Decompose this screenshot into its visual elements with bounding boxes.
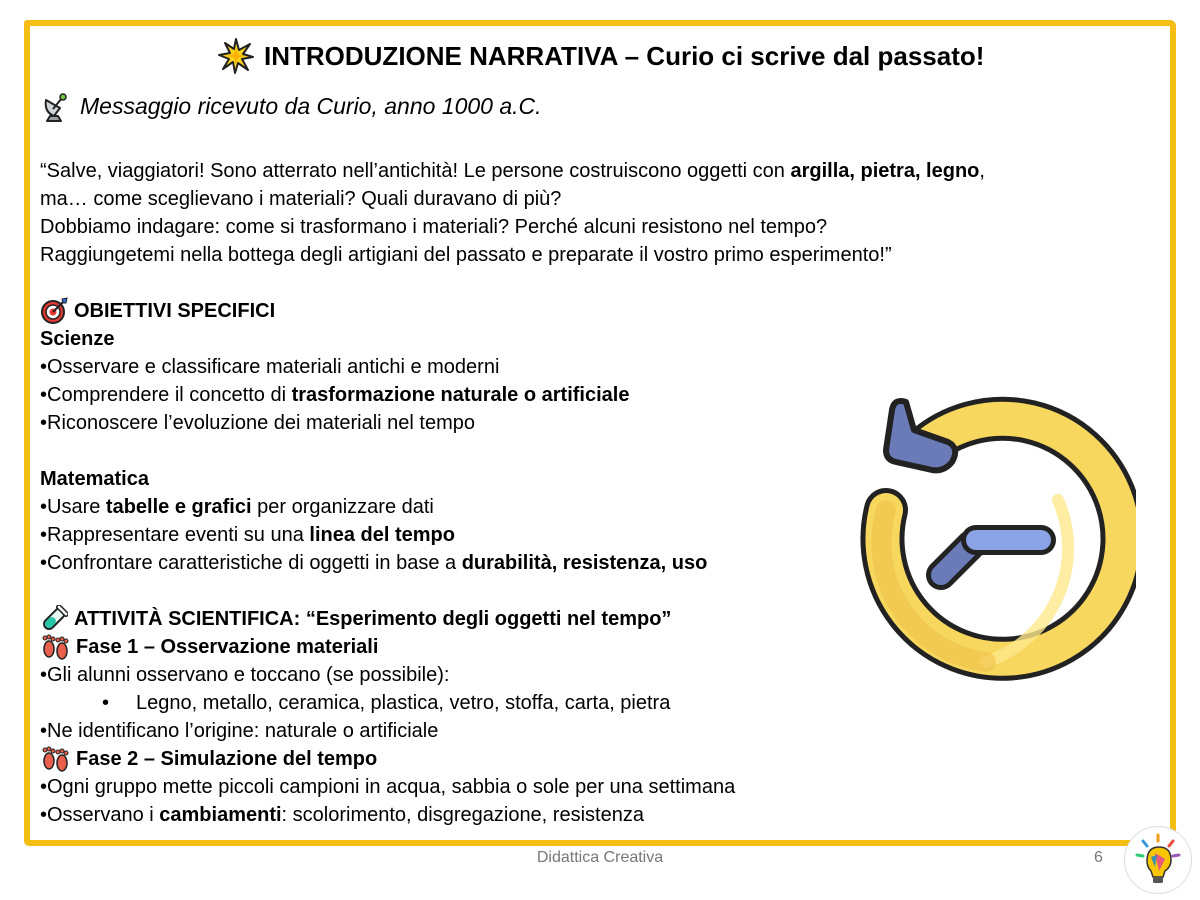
clock-history-icon (836, 390, 1136, 690)
objectives-heading-row (40, 297, 985, 325)
lightbulb-logo (1124, 826, 1192, 894)
materials-text: Legno, metallo, ceramica, plastica, vetro, stoffa, carta, pietra (136, 692, 671, 714)
math-item-1-end: per organizzare dati (251, 496, 434, 518)
science-item-2-bold: trasformazione naturale o artificiale (291, 384, 630, 406)
activity-heading: ATTIVITÀ SCIENTIFICA: “Esperimento degli oggetti nel tempo” (74, 608, 672, 630)
math-item-3-bold: durabilità, resistenza, uso (461, 552, 708, 574)
math-item-3-text: •Confrontare caratteristiche di oggetti in base a (40, 552, 462, 574)
intro-line-1-end: , (979, 160, 985, 182)
intro-line-3: Dobbiamo indagare: come si trasformano i materiali? Perché alcuni resistono nel tempo? (40, 216, 828, 238)
math-item-2-text: •Rappresentare eventi su una (40, 524, 310, 546)
math-item-2-bold: linea del tempo (309, 524, 455, 546)
phase-2-item-1: •Ogni gruppo mette piccoli campioni in acqua, sabbia o sole per una settimana (40, 776, 736, 798)
satellite-dish-icon (40, 90, 72, 122)
intro-line-1-text: “Salve, viaggiatori! Sono atterrato nell’antichità! Le persone costruiscono oggetti con (40, 160, 791, 182)
footprints-icon (40, 634, 70, 660)
intro-line-1 (40, 157, 985, 185)
footer-brand: Didattica Creativa (536, 849, 664, 866)
page-number: 6 (1094, 849, 1103, 866)
slide-title-row (218, 38, 984, 74)
phase-2-item-2 (40, 801, 985, 829)
science-item-2-text: •Comprendere il concetto di (40, 384, 292, 406)
phase-2-item-2-bold: cambiamenti (159, 804, 282, 826)
phase-1-item-1: •Gli alunni osservano e toccano (se possibile): (40, 664, 450, 686)
objectives-heading: OBIETTIVI SPECIFICI (74, 300, 276, 322)
phase-2-heading-row (40, 745, 985, 773)
footprints-icon (40, 746, 70, 772)
phase-2-heading: Fase 2 – Simulazione del tempo (76, 748, 378, 770)
phase-1-heading: Fase 1 – Osservazione materiali (76, 636, 379, 658)
materials-bullet: • (102, 692, 110, 714)
math-item-1-bold: tabelle e grafici (105, 496, 252, 518)
math-heading: Matematica (40, 468, 149, 490)
sparkle-icon (218, 38, 254, 74)
phase-1-item-2: •Ne identificano l’origine: naturale o artificiale (40, 720, 439, 742)
intro-line-2: ma… come sceglievano i materiali? Quali duravano di più? (40, 188, 562, 210)
science-heading: Scienze (40, 328, 115, 350)
intro-line-1-bold: argilla, pietra, legno (790, 160, 980, 182)
lightbulb-icon (1125, 827, 1191, 893)
test-tube-icon (40, 605, 68, 633)
subtitle-row (40, 90, 542, 122)
intro-line-4: Raggiungetemi nella bottega degli artigiani del passato e preparate il vostro primo esperimento!” (40, 244, 892, 266)
phase-2-item-2-text: •Osservano i (40, 804, 160, 826)
subtitle-text: Messaggio ricevuto da Curio, anno 1000 a.C. (80, 92, 542, 119)
slide-title: INTRODUZIONE NARRATIVA – Curio ci scrive dal passato! (264, 40, 985, 71)
phase-2-item-2-end: : scolorimento, disgregazione, resistenza (281, 804, 644, 826)
math-item-1-text: •Usare (40, 496, 106, 518)
science-item-3: •Riconoscere l’evoluzione dei materiali nel tempo (40, 412, 475, 434)
target-dart-icon (40, 297, 68, 325)
science-item-1: •Osservare e classificare materiali antichi e moderni (40, 356, 500, 378)
phase-1-materials (40, 689, 985, 717)
